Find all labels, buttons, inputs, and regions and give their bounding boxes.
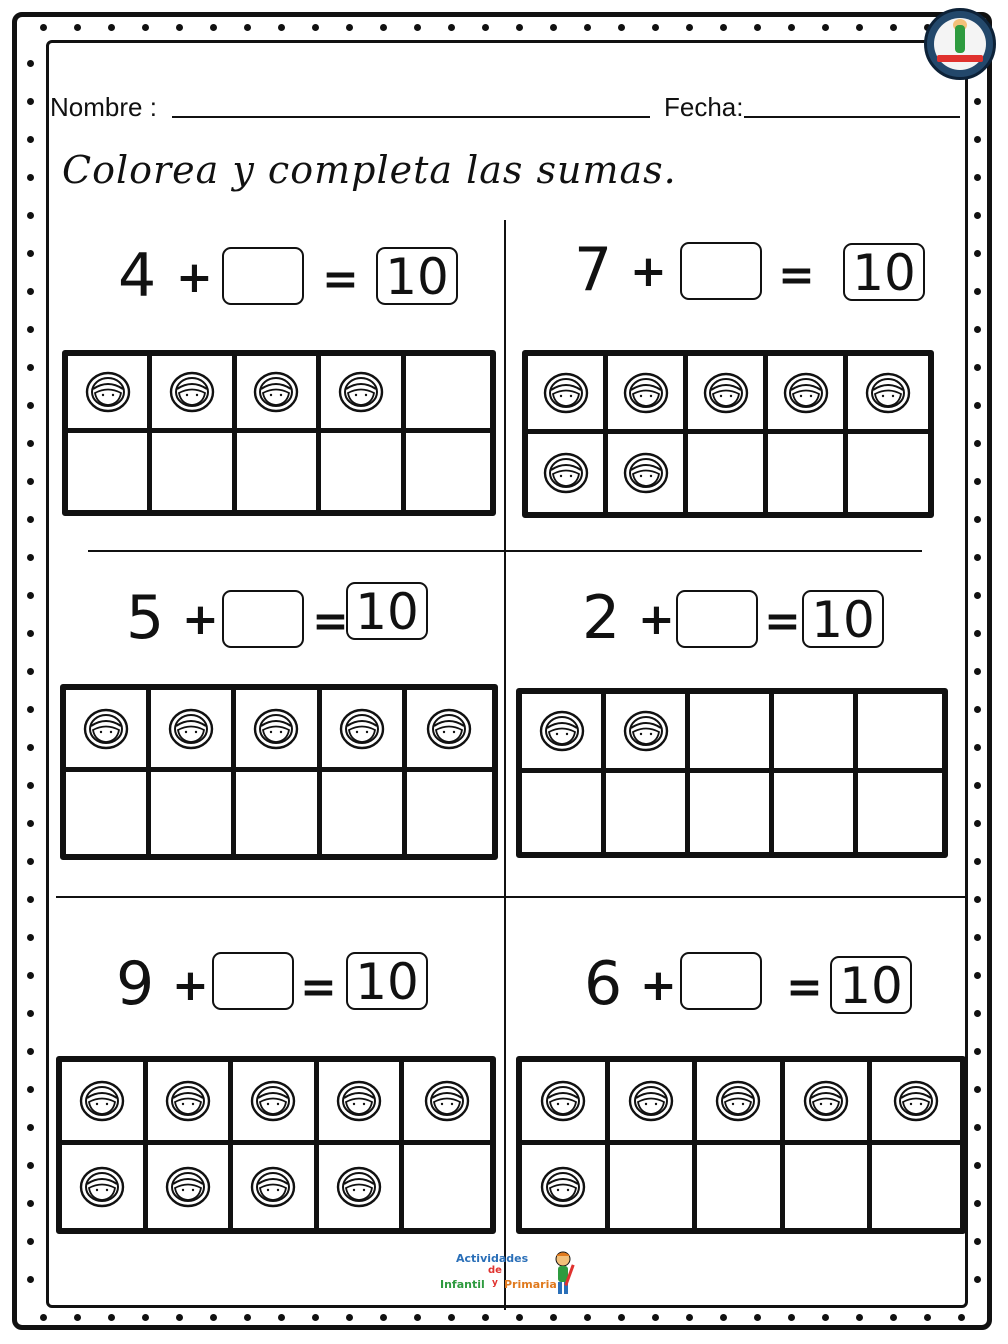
ten-frame-cell-empty[interactable] xyxy=(774,694,858,773)
border-dot xyxy=(974,1086,981,1093)
penguin-face-icon xyxy=(83,708,129,750)
penguin-face-icon xyxy=(543,452,589,494)
ten-frame-cell-filled[interactable] xyxy=(768,356,848,434)
ten-frame-cell-filled[interactable] xyxy=(319,1062,405,1145)
ten-frame-cell-filled[interactable] xyxy=(233,1145,319,1228)
penguin-face-icon xyxy=(165,1166,211,1208)
penguin-face-icon xyxy=(79,1166,125,1208)
ten-frame-cell-empty[interactable] xyxy=(785,1145,873,1228)
ten-frame xyxy=(522,350,934,518)
border-dot xyxy=(686,24,693,31)
ten-frame-cell-empty[interactable] xyxy=(858,694,942,773)
answer-box[interactable] xyxy=(212,952,294,1010)
name-field[interactable] xyxy=(172,116,650,118)
border-dot xyxy=(312,1314,319,1321)
ten-frame-cell-filled[interactable] xyxy=(322,690,407,772)
addend-number: 9 xyxy=(116,949,155,1019)
ten-frame-cell-filled[interactable] xyxy=(152,356,236,433)
border-dot xyxy=(142,1314,149,1321)
border-dot xyxy=(380,1314,387,1321)
border-dot xyxy=(27,1086,34,1093)
border-dot xyxy=(974,174,981,181)
border-dot xyxy=(244,24,251,31)
total-box: 10 xyxy=(802,590,884,648)
border-dot xyxy=(974,592,981,599)
border-dot xyxy=(278,24,285,31)
ten-frame-cell-filled[interactable] xyxy=(872,1062,960,1145)
penguin-face-icon xyxy=(623,372,669,414)
border-dot xyxy=(27,592,34,599)
equals-sign: = xyxy=(786,962,823,1013)
border-dot xyxy=(27,554,34,561)
date-field[interactable] xyxy=(744,116,960,118)
border-dot xyxy=(974,972,981,979)
answer-box[interactable] xyxy=(222,590,304,648)
ten-frame-cell-filled[interactable] xyxy=(608,434,688,512)
border-dot xyxy=(856,1314,863,1321)
date-label: Fecha: xyxy=(664,92,744,122)
penguin-face-icon xyxy=(253,371,299,413)
name-label: Nombre : xyxy=(50,92,157,122)
border-dot xyxy=(27,630,34,637)
border-dot xyxy=(754,24,761,31)
border-dot xyxy=(974,1010,981,1017)
equals-sign: = xyxy=(312,596,349,647)
border-dot xyxy=(788,1314,795,1321)
ten-frame-cell-empty[interactable] xyxy=(322,772,407,854)
border-dot xyxy=(550,1314,557,1321)
answer-box[interactable] xyxy=(680,242,762,300)
equals-sign: = xyxy=(764,596,801,647)
ten-frame-cell-filled[interactable] xyxy=(528,356,608,434)
ten-frame-cell-empty[interactable] xyxy=(404,1145,490,1228)
border-dot xyxy=(40,24,47,31)
border-dot xyxy=(974,1238,981,1245)
border-dot xyxy=(74,24,81,31)
ten-frame-cell-empty[interactable] xyxy=(236,772,321,854)
ten-frame-cell-filled[interactable] xyxy=(404,1062,490,1145)
border-dot xyxy=(974,288,981,295)
footer-kid-icon xyxy=(550,1250,576,1296)
penguin-face-icon xyxy=(169,371,215,413)
footer-logo-line2: de xyxy=(488,1265,502,1276)
ten-frame xyxy=(62,350,496,516)
border-dot xyxy=(27,858,34,865)
ten-frame-cell-empty[interactable] xyxy=(406,356,490,433)
horizontal-divider-1 xyxy=(88,550,922,552)
penguin-face-icon xyxy=(85,371,131,413)
border-dot xyxy=(380,24,387,31)
penguin-face-icon xyxy=(539,710,585,752)
ten-frame-cell-empty[interactable] xyxy=(237,433,321,510)
penguin-face-icon xyxy=(253,708,299,750)
penguin-face-icon xyxy=(543,372,589,414)
border-dot xyxy=(974,364,981,371)
penguin-face-icon xyxy=(783,372,829,414)
penguin-face-icon xyxy=(339,708,385,750)
penguin-face-icon xyxy=(803,1080,849,1122)
border-dot xyxy=(974,1200,981,1207)
penguin-face-icon xyxy=(338,371,384,413)
plus-sign: + xyxy=(638,594,675,645)
border-dot xyxy=(788,24,795,31)
border-dot xyxy=(27,98,34,105)
answer-box[interactable] xyxy=(680,952,762,1010)
ten-frame-cell-filled[interactable] xyxy=(62,1145,148,1228)
vertical-divider xyxy=(504,220,506,1310)
border-dot xyxy=(27,972,34,979)
border-dot xyxy=(176,24,183,31)
border-dot xyxy=(974,1124,981,1131)
ten-frame-cell-empty[interactable] xyxy=(66,772,151,854)
border-dot xyxy=(974,820,981,827)
border-dot xyxy=(974,668,981,675)
ten-frame-cell-empty[interactable] xyxy=(774,773,858,852)
footer-logo xyxy=(440,1248,580,1298)
border-dot xyxy=(974,98,981,105)
ten-frame-cell-filled[interactable] xyxy=(606,694,690,773)
total-box: 10 xyxy=(376,247,458,305)
border-dot xyxy=(652,24,659,31)
ten-frame xyxy=(56,1056,496,1234)
border-dot xyxy=(974,402,981,409)
ten-frame-cell-filled[interactable] xyxy=(62,1062,148,1145)
ten-frame-cell-filled[interactable] xyxy=(528,434,608,512)
border-dot xyxy=(27,402,34,409)
ten-frame-cell-empty[interactable] xyxy=(872,1145,960,1228)
ten-frame-cell-filled[interactable] xyxy=(321,356,405,433)
ten-frame-cell-filled[interactable] xyxy=(610,1062,698,1145)
border-dot xyxy=(974,706,981,713)
ten-frame-cell-empty[interactable] xyxy=(152,433,236,510)
border-dot xyxy=(618,1314,625,1321)
ten-frame-cell-empty[interactable] xyxy=(848,434,928,512)
border-dot xyxy=(516,24,523,31)
border-dot xyxy=(720,1314,727,1321)
border-dot xyxy=(974,744,981,751)
border-dot xyxy=(27,1238,34,1245)
ten-frame-cell-filled[interactable] xyxy=(151,690,236,772)
ten-frame-cell-empty[interactable] xyxy=(768,434,848,512)
ten-frame-cell-filled[interactable] xyxy=(236,690,321,772)
penguin-face-icon xyxy=(424,1080,470,1122)
border-dot xyxy=(244,1314,251,1321)
ten-frame-cell-empty[interactable] xyxy=(690,773,774,852)
border-dot xyxy=(414,24,421,31)
ten-frame xyxy=(516,1056,966,1234)
penguin-face-icon xyxy=(250,1080,296,1122)
border-dot xyxy=(974,934,981,941)
border-dot xyxy=(142,24,149,31)
border-dot xyxy=(40,1314,47,1321)
border-dot xyxy=(27,440,34,447)
border-dot xyxy=(27,744,34,751)
ten-frame-cell-filled[interactable] xyxy=(319,1145,405,1228)
addend-number: 6 xyxy=(584,949,623,1019)
border-dot xyxy=(448,24,455,31)
ten-frame-cell-filled[interactable] xyxy=(233,1062,319,1145)
penguin-face-icon xyxy=(623,452,669,494)
header-row xyxy=(50,92,962,126)
plus-sign: + xyxy=(640,960,677,1011)
ten-frame-cell-filled[interactable] xyxy=(522,694,606,773)
answer-box[interactable] xyxy=(676,590,758,648)
border-dot xyxy=(108,24,115,31)
ten-frame-cell-empty[interactable] xyxy=(151,772,236,854)
equals-sign: = xyxy=(300,962,337,1013)
ten-frame-cell-empty[interactable] xyxy=(522,773,606,852)
border-dot xyxy=(27,478,34,485)
border-dot xyxy=(27,820,34,827)
border-dot xyxy=(974,212,981,219)
footer-logo-infantil: Infantil xyxy=(440,1278,485,1291)
border-dot xyxy=(974,1162,981,1169)
border-dot xyxy=(27,782,34,789)
ten-frame-cell-filled[interactable] xyxy=(148,1062,234,1145)
border-dot xyxy=(974,250,981,257)
border-dot xyxy=(974,858,981,865)
logo-banner xyxy=(937,55,983,62)
logo-badge xyxy=(924,8,996,80)
border-dot xyxy=(27,896,34,903)
border-dot xyxy=(346,24,353,31)
border-dot xyxy=(974,1048,981,1055)
border-dot xyxy=(176,1314,183,1321)
ten-frame-cell-empty[interactable] xyxy=(606,773,690,852)
ten-frame-cell-empty[interactable] xyxy=(690,694,774,773)
ten-frame-cell-filled[interactable] xyxy=(785,1062,873,1145)
answer-box[interactable] xyxy=(222,247,304,305)
border-dot xyxy=(346,1314,353,1321)
plus-sign: + xyxy=(182,594,219,645)
addend-number: 2 xyxy=(582,583,621,653)
border-dot xyxy=(27,288,34,295)
penguin-face-icon xyxy=(426,708,472,750)
penguin-face-icon xyxy=(79,1080,125,1122)
border-dot xyxy=(27,1276,34,1283)
border-dot xyxy=(822,1314,829,1321)
addend-number: 7 xyxy=(574,235,613,305)
penguin-face-icon xyxy=(250,1166,296,1208)
border-dot xyxy=(27,212,34,219)
penguin-face-icon xyxy=(336,1166,382,1208)
equals-sign: = xyxy=(322,254,359,305)
border-dot xyxy=(27,1162,34,1169)
ten-frame-cell-empty[interactable] xyxy=(610,1145,698,1228)
plus-sign: + xyxy=(172,960,209,1011)
instruction-text: Colorea y completa las sumas. xyxy=(62,148,677,192)
ten-frame-cell-filled[interactable] xyxy=(608,356,688,434)
equals-sign: = xyxy=(778,250,815,301)
border-dot xyxy=(974,136,981,143)
border-dot xyxy=(720,24,727,31)
border-dot xyxy=(856,24,863,31)
total-box: 10 xyxy=(346,952,428,1010)
total-box: 10 xyxy=(830,956,912,1014)
border-dot xyxy=(448,1314,455,1321)
penguin-face-icon xyxy=(540,1080,586,1122)
penguin-face-icon xyxy=(540,1166,586,1208)
border-dot xyxy=(27,706,34,713)
border-dot xyxy=(210,1314,217,1321)
border-dot xyxy=(890,24,897,31)
ten-frame-cell-filled[interactable] xyxy=(697,1062,785,1145)
addend-number: 5 xyxy=(126,583,165,653)
border-dot xyxy=(974,896,981,903)
border-dot xyxy=(27,1010,34,1017)
footer-logo-primaria: Primaria xyxy=(504,1278,557,1291)
logo-kid-body xyxy=(955,25,965,53)
border-dot xyxy=(312,24,319,31)
penguin-face-icon xyxy=(893,1080,939,1122)
ten-frame-cell-empty[interactable] xyxy=(406,433,490,510)
border-dot xyxy=(27,136,34,143)
ten-frame-cell-empty[interactable] xyxy=(688,434,768,512)
border-dot xyxy=(584,24,591,31)
penguin-face-icon xyxy=(715,1080,761,1122)
border-dot xyxy=(27,60,34,67)
border-dot xyxy=(27,1048,34,1055)
border-dot xyxy=(652,1314,659,1321)
border-dot xyxy=(278,1314,285,1321)
addend-number: 4 xyxy=(118,241,157,311)
border-dot xyxy=(822,24,829,31)
ten-frame-cell-filled[interactable] xyxy=(66,690,151,772)
ten-frame xyxy=(516,688,948,858)
border-dot xyxy=(974,1276,981,1283)
penguin-face-icon xyxy=(165,1080,211,1122)
ten-frame-cell-filled[interactable] xyxy=(522,1062,610,1145)
ten-frame-cell-filled[interactable] xyxy=(68,356,152,433)
penguin-face-icon xyxy=(865,372,911,414)
border-dot xyxy=(618,24,625,31)
penguin-face-icon xyxy=(336,1080,382,1122)
penguin-face-icon xyxy=(623,710,669,752)
horizontal-divider-2 xyxy=(56,896,968,898)
border-dot xyxy=(924,1314,931,1321)
border-dot xyxy=(27,516,34,523)
border-dot xyxy=(27,1200,34,1207)
ten-frame xyxy=(60,684,498,860)
border-dot xyxy=(974,516,981,523)
border-dot xyxy=(974,554,981,561)
ten-frame-cell-empty[interactable] xyxy=(68,433,152,510)
border-dot xyxy=(27,668,34,675)
penguin-face-icon xyxy=(703,372,749,414)
footer-logo-line1: Actividades xyxy=(456,1252,529,1265)
ten-frame-cell-filled[interactable] xyxy=(848,356,928,434)
plus-sign: + xyxy=(176,252,213,303)
border-dot xyxy=(754,1314,761,1321)
ten-frame-cell-empty[interactable] xyxy=(697,1145,785,1228)
border-dot xyxy=(27,250,34,257)
border-dot xyxy=(414,1314,421,1321)
penguin-face-icon xyxy=(168,708,214,750)
total-box: 10 xyxy=(843,243,925,301)
ten-frame-cell-empty[interactable] xyxy=(407,772,492,854)
border-dot xyxy=(210,24,217,31)
total-box: 10 xyxy=(346,582,428,640)
border-dot xyxy=(974,440,981,447)
border-dot xyxy=(27,934,34,941)
plus-sign: + xyxy=(630,246,667,297)
ten-frame-cell-empty[interactable] xyxy=(321,433,405,510)
border-dot xyxy=(974,630,981,637)
border-dot xyxy=(890,1314,897,1321)
border-dot xyxy=(550,24,557,31)
ten-frame-cell-filled[interactable] xyxy=(688,356,768,434)
border-dot xyxy=(108,1314,115,1321)
ten-frame-cell-empty[interactable] xyxy=(858,773,942,852)
ten-frame-cell-filled[interactable] xyxy=(522,1145,610,1228)
footer-logo-y: y xyxy=(492,1278,498,1288)
border-dot xyxy=(958,1314,965,1321)
border-dot xyxy=(74,1314,81,1321)
penguin-face-icon xyxy=(628,1080,674,1122)
border-dot xyxy=(974,326,981,333)
border-dot xyxy=(27,1124,34,1131)
border-dot xyxy=(482,1314,489,1321)
border-dot xyxy=(27,364,34,371)
border-dot xyxy=(584,1314,591,1321)
ten-frame-cell-filled[interactable] xyxy=(148,1145,234,1228)
border-dot xyxy=(516,1314,523,1321)
border-dot xyxy=(974,782,981,789)
border-dot xyxy=(27,174,34,181)
border-dot xyxy=(974,478,981,485)
border-dot xyxy=(27,326,34,333)
border-dot xyxy=(482,24,489,31)
ten-frame-cell-filled[interactable] xyxy=(237,356,321,433)
border-dot xyxy=(686,1314,693,1321)
ten-frame-cell-filled[interactable] xyxy=(407,690,492,772)
